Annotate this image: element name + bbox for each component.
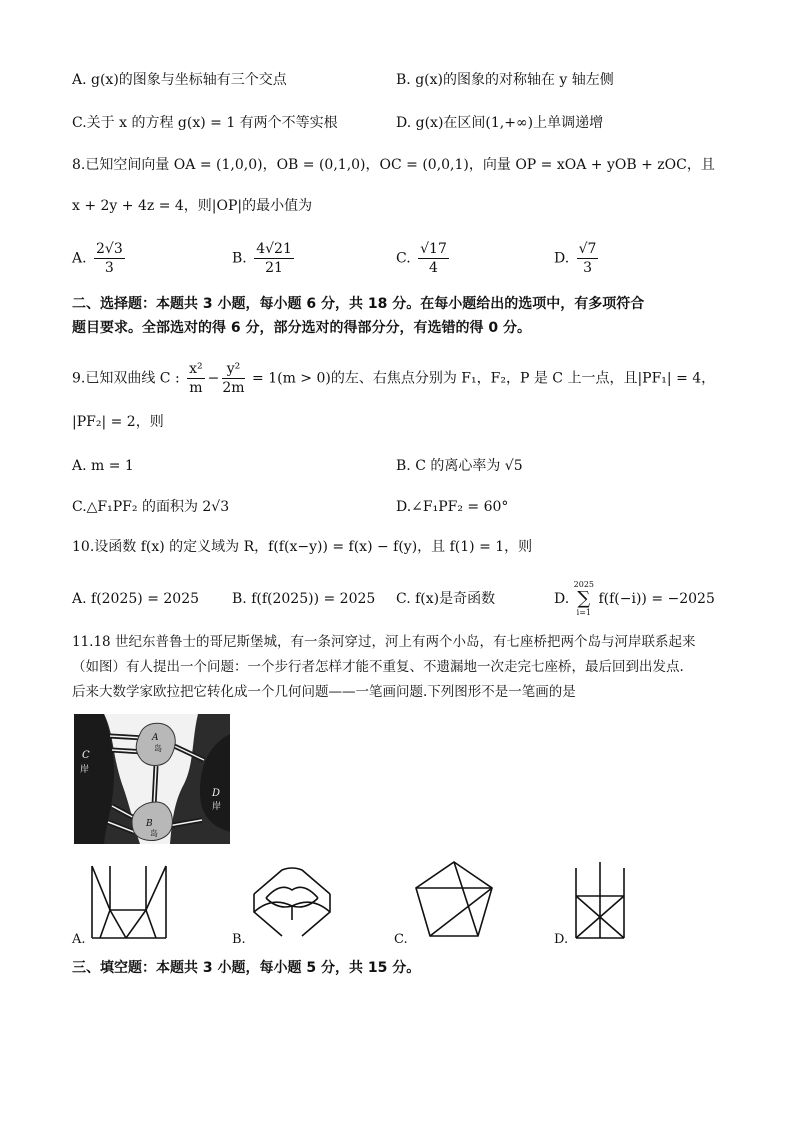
- q10-option-d-label: D.: [554, 591, 570, 607]
- q9-option-c: C.△F₁PF₂ 的面积为 2√3: [72, 499, 230, 515]
- section2-heading-line1: 二、选择题：本题共 3 小题，每小题 6 分，共 18 分。在每小题给出的选项中，有多项符合: [72, 296, 645, 312]
- q7-option-b: B. g(x)的图象的对称轴在 y 轴左侧: [396, 72, 614, 88]
- q11-stem-line3: 后来大数学家欧拉把它转化成一个几何问题——一笔画问题.下列图形不是一笔画的是: [72, 684, 576, 700]
- q7-option-d: D. g(x)在区间(1,+∞)上单调递增: [396, 115, 604, 131]
- q8-option-d: [554, 240, 601, 277]
- q8-option-c-numerator: √17: [420, 241, 447, 257]
- map-label-b: B: [146, 819, 153, 829]
- map-label-d-shore: 岸: [212, 802, 222, 812]
- q9-suffix: = 1(m > 0)的左、右焦点分别为 F₁，F₂，P 是 C 上一点，且|PF₁| = 4，: [252, 370, 716, 387]
- q7-option-c: C.关于 x 的方程 g(x) = 1 有两个不等实根: [72, 115, 338, 131]
- figure-label-b: B.: [232, 932, 246, 947]
- q8-option-b-denominator: 21: [265, 260, 283, 276]
- q8-option-d-denominator: 3: [583, 260, 593, 276]
- map-label-a: A: [152, 733, 159, 743]
- q8-option-c-denominator: 4: [429, 260, 438, 276]
- q9-stem-line2: |PF₂| = 2，则: [72, 414, 164, 430]
- q8-option-b-fraction: [254, 240, 294, 277]
- figure-option-c: [414, 860, 494, 938]
- q9-fraction-1-numerator: x²: [189, 361, 203, 377]
- q8-option-a-label: A.: [72, 250, 87, 267]
- q8-option-d-numerator: √7: [578, 241, 597, 257]
- q9-stem-line1: [72, 360, 715, 397]
- map-label-d: D: [212, 788, 221, 799]
- figure-option-a: [90, 864, 168, 940]
- q10-stem: 10.设函数 f(x) 的定义域为 R，f(f(x−y)) = f(x) − f(y)，且 f(1) = 1，则: [72, 539, 533, 555]
- q9-option-d: D.∠F₁PF₂ = 60°: [396, 499, 509, 515]
- q9-minus: −: [207, 370, 220, 387]
- q8-stem-line1: 8.已知空间向量 OA = (1,0,0)，OB = (0,1,0)，OC = (0,0,1)，向量 OP = xOA + yOB + zOC，且: [72, 157, 715, 173]
- q9-option-a: A. m = 1: [72, 458, 134, 474]
- q9-option-b: B. C 的离心率为 √5: [396, 458, 523, 474]
- q8-option-b-numerator: 4√21: [256, 241, 292, 257]
- q7-option-a: A. g(x)的图象与坐标轴有三个交点: [72, 72, 287, 88]
- map-label-c-shore: 岸: [80, 765, 90, 775]
- q9-fraction-1: [187, 360, 205, 397]
- q10-option-d-summation: [574, 580, 594, 618]
- q8-option-b: [232, 240, 297, 277]
- q8-option-c-fraction: [418, 240, 449, 277]
- q9-fraction-2: [222, 360, 244, 397]
- section2-heading-line2: 题目要求。全部选对的得 6 分，部分选对的得部分分，有选错的得 0 分。: [72, 320, 531, 336]
- q10-option-b: B. f(f(2025)) = 2025: [232, 591, 376, 607]
- q8-option-a: [72, 240, 128, 277]
- q10-option-d-expr: f(f(−i)) = −2025: [598, 591, 715, 607]
- q8-option-c: [396, 240, 452, 277]
- q8-option-d-label: D.: [554, 250, 570, 267]
- q9-prefix: 9.已知双曲线 C :: [72, 370, 180, 387]
- figure-label-c: C.: [394, 932, 408, 947]
- q8-option-b-label: B.: [232, 250, 247, 267]
- figure-label-d: D.: [554, 932, 569, 947]
- q9-fraction-2-denominator: 2m: [222, 380, 245, 396]
- figure-option-d: [574, 860, 626, 940]
- sigma-icon: ∑: [577, 588, 591, 609]
- figure-option-b: [252, 866, 332, 938]
- q8-option-c-label: C.: [396, 250, 411, 267]
- map-label-b-island: 岛: [150, 829, 158, 838]
- q8-option-a-denominator: 3: [104, 260, 114, 276]
- q11-stem-line2: （如图）有人提出一个问题：一个步行者怎样才能不重复、不遗漏地一次走完七座桥，最后回到出发点.: [72, 659, 684, 675]
- q8-stem-line2: x + 2y + 4z = 4，则|OP|的最小值为: [72, 198, 313, 214]
- q8-option-a-numerator: 2√3: [96, 241, 123, 257]
- map-label-a-island: 岛: [154, 744, 162, 753]
- q10-sum-lower: i=1: [576, 608, 591, 617]
- q10-sum-upper: 2025: [573, 580, 594, 589]
- section3-heading: 三、填空题：本题共 3 小题，每小题 5 分，共 15 分。: [72, 960, 421, 976]
- q11-stem-line1: 11.18 世纪东普鲁士的哥尼斯堡城，有一条河穿过，河上有两个小岛，有七座桥把两个岛与河岸联系起来: [72, 634, 696, 650]
- q10-option-c: C. f(x)是奇函数: [396, 591, 496, 607]
- map-label-c: C: [82, 750, 90, 761]
- q10-option-a: A. f(2025) = 2025: [72, 591, 200, 607]
- q8-option-a-fraction: [94, 240, 125, 277]
- konigsberg-map: [74, 714, 230, 844]
- q8-option-d-fraction: [577, 240, 599, 277]
- q9-fraction-1-denominator: m: [189, 380, 203, 396]
- q9-fraction-2-numerator: y²: [222, 360, 244, 379]
- q10-option-d: [554, 580, 715, 618]
- figure-label-a: A.: [72, 932, 86, 947]
